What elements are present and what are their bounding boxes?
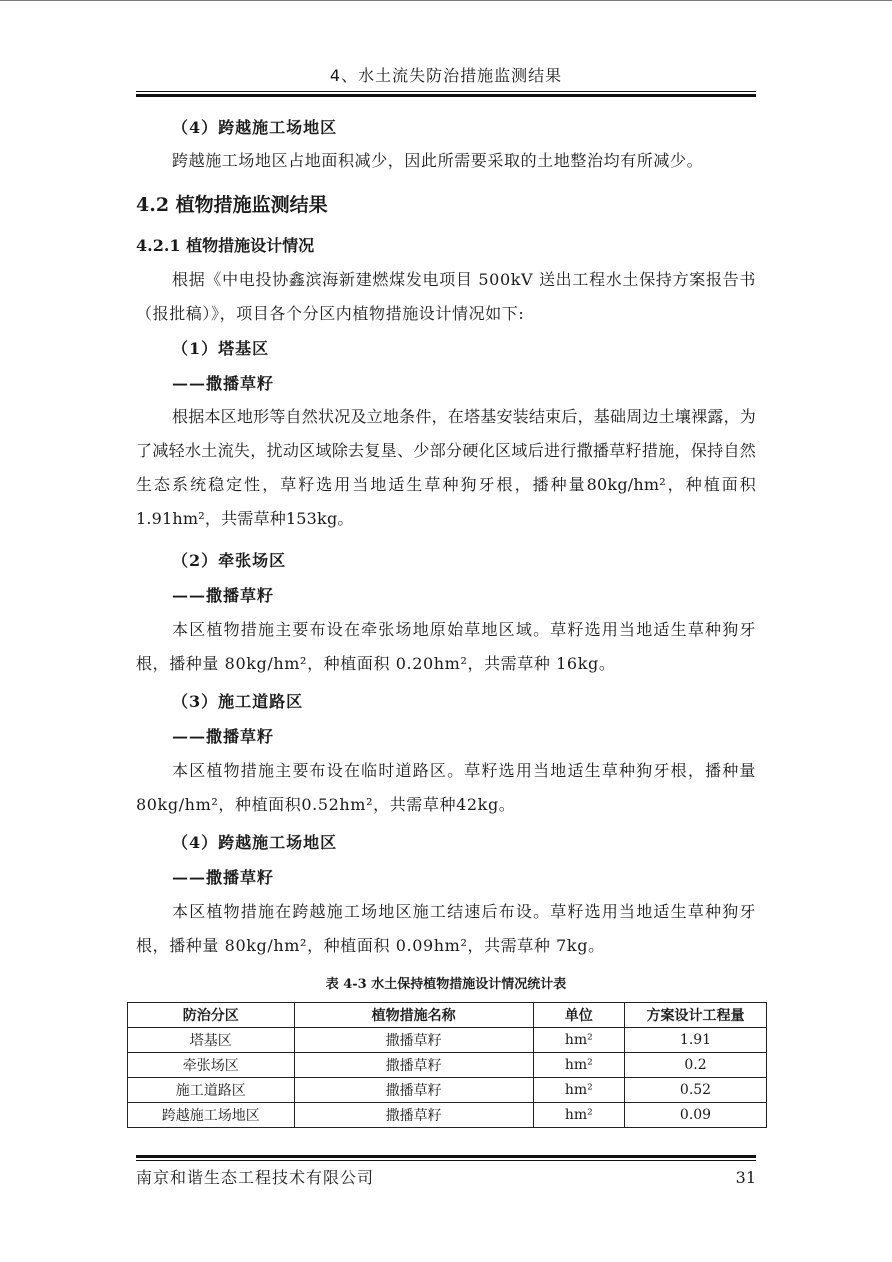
table-row xyxy=(128,1028,767,1053)
table-cell: 塔基区 xyxy=(128,1028,295,1053)
table-cell: 撒播草籽 xyxy=(294,1053,533,1078)
table-header-cell: 方案设计工程量 xyxy=(624,1003,766,1028)
zone-measure: ——撒播草籽 xyxy=(172,727,275,746)
page-top-border xyxy=(0,0,892,1)
table-cell: 跨越施工场地区 xyxy=(128,1103,295,1128)
table-cell: hm² xyxy=(533,1078,624,1103)
zone-heading: （4）跨越施工场地区 xyxy=(172,833,338,852)
running-header: 4、水土流失防治措施监测结果 xyxy=(329,66,563,85)
table-row xyxy=(128,1103,767,1128)
table-cell: 施工道路区 xyxy=(128,1078,295,1103)
zone-measure: ——撒播草籽 xyxy=(172,586,275,605)
table-header-cell: 防治分区 xyxy=(128,1003,295,1028)
zone-text: 本区植物措施在跨越施工场地区施工结速后布设。草籽选用当地适生草种狗牙根，播种量 80kg/hm²，种植面积 0.09hm²，共需草种 7kg。 xyxy=(136,902,756,955)
page-number: 31 xyxy=(735,1168,756,1187)
section-heading: 4.2 植物措施监测结果 xyxy=(136,194,328,216)
header-rule xyxy=(136,91,756,92)
table-cell: 0.09 xyxy=(624,1103,766,1128)
zone-text: 根据本区地形等自然状况及立地条件，在塔基安装结束后，基础周边土壤裸露，为了减轻水土流失，扰动区域除去复垦、少部分硬化区域后进行撒播草籽措施，保持自然生态系统稳定性，草籽选用当地适生草种狗牙根，播种量80kg/hm²，种植面积1.91hm²，共需草种153kg。 xyxy=(136,407,756,528)
table-cell: 撒播草籽 xyxy=(294,1078,533,1103)
table-cell: hm² xyxy=(533,1028,624,1053)
footer-company-name: 南京和谐生态工程技术有限公司 xyxy=(136,1168,375,1187)
table-row xyxy=(128,1053,767,1078)
zone-heading: （1）塔基区 xyxy=(172,339,270,358)
subsection-heading: 4.2.1 植物措施设计情况 xyxy=(136,236,315,255)
zone-heading: （2）牵张场区 xyxy=(172,551,287,570)
table-cell: 0.2 xyxy=(624,1053,766,1078)
zone-heading: （3）施工道路区 xyxy=(172,692,304,711)
table-header-row xyxy=(128,1003,767,1028)
footer-rule-thick xyxy=(136,1155,756,1158)
table-row xyxy=(128,1078,767,1103)
footer-rule xyxy=(136,1160,756,1161)
table-caption: 表 4-3 水土保持植物措施设计情况统计表 xyxy=(325,977,567,992)
table-cell: 0.52 xyxy=(624,1078,766,1103)
table-header-cell: 植物措施名称 xyxy=(294,1003,533,1028)
table-cell: hm² xyxy=(533,1053,624,1078)
zone-text: 本区植物措施主要布设在牵张场地原始草地区域。草籽选用当地适生草种狗牙根，播种量 80kg/hm²，种植面积 0.20hm²，共需草种 16kg。 xyxy=(136,620,756,673)
prev-zone-heading: （4）跨越施工场地区 xyxy=(172,118,338,137)
table-cell: 撒播草籽 xyxy=(294,1103,533,1128)
zone-text: 本区植物措施主要布设在临时道路区。草籽选用当地适生草种狗牙根，播种量80kg/hm²，种植面积0.52hm²，共需草种42kg。 xyxy=(136,761,756,814)
prev-zone-text: 跨越施工场地区占地面积减少，因此所需要采取的土地整治均有所减少。 xyxy=(172,151,704,170)
table-header-cell: 单位 xyxy=(533,1003,624,1028)
zone-measure: ——撒播草籽 xyxy=(172,868,275,887)
table-cell: 牵张场区 xyxy=(128,1053,295,1078)
plant-measures-table xyxy=(127,1002,767,1128)
header-rule-thick xyxy=(136,94,756,97)
table-cell: 1.91 xyxy=(624,1028,766,1053)
intro-paragraph: 根据《中电投协鑫滨海新建燃煤发电项目 500kV 送出工程水土保持方案报告书（报批稿）》，项目各个分区内植物措施设计情况如下: xyxy=(136,270,756,323)
table-cell: hm² xyxy=(533,1103,624,1128)
zone-measure: ——撒播草籽 xyxy=(172,374,275,393)
table-cell: 撒播草籽 xyxy=(294,1028,533,1053)
